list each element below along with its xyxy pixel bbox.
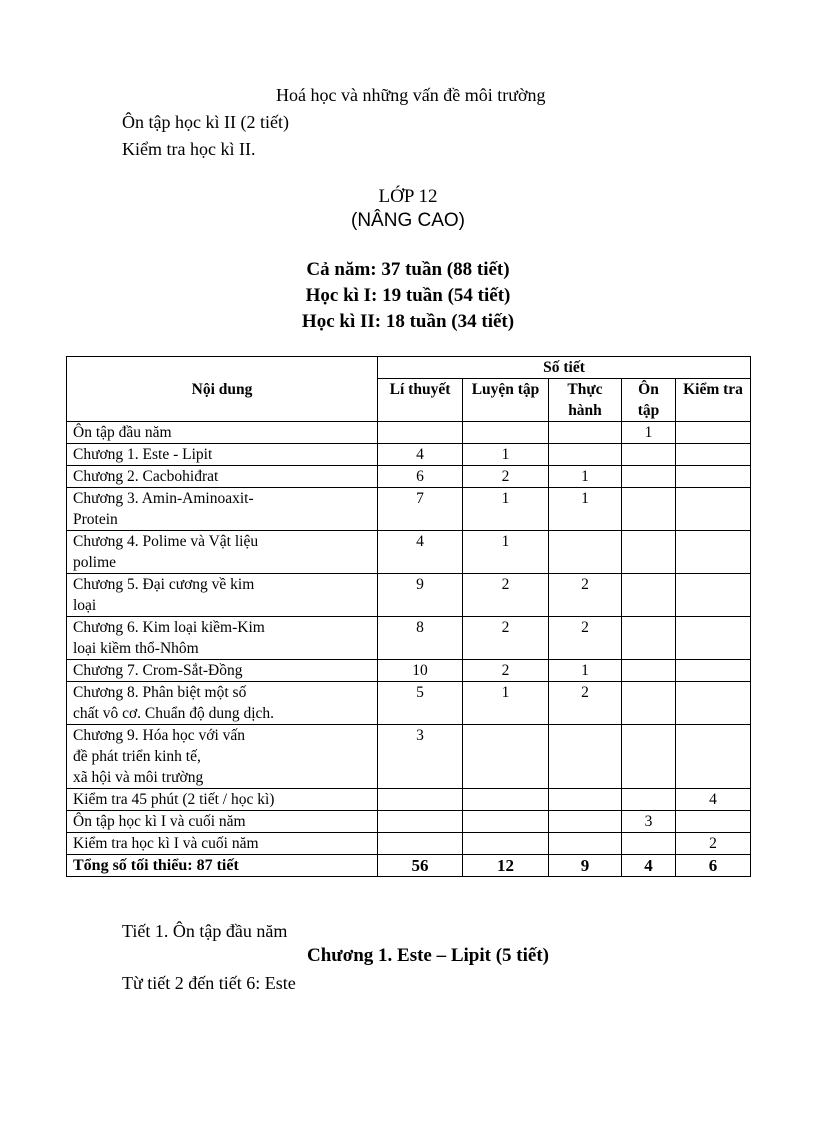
row-value: 2 bbox=[676, 833, 751, 855]
row-value: 2 bbox=[549, 682, 622, 725]
periods-header: Số tiết bbox=[378, 357, 751, 379]
row-value: 6 bbox=[378, 466, 463, 488]
row-content: Ôn tập học kì I và cuối năm bbox=[67, 811, 378, 833]
table-row bbox=[67, 789, 751, 811]
total-label: Tổng số tối thiểu: 87 tiết bbox=[67, 855, 378, 877]
row-value: 1 bbox=[622, 422, 676, 444]
table-row bbox=[67, 466, 751, 488]
row-value bbox=[676, 444, 751, 466]
row-value: 1 bbox=[549, 660, 622, 682]
col-review: Ôn tập bbox=[622, 379, 676, 422]
row-value: 4 bbox=[378, 444, 463, 466]
lessons-2-6-line: Từ tiết 2 đến tiết 6: Este bbox=[122, 973, 296, 993]
row-value: 5 bbox=[378, 682, 463, 725]
row-value bbox=[676, 531, 751, 574]
row-value: 7 bbox=[378, 488, 463, 531]
row-value: 8 bbox=[378, 617, 463, 660]
level-subtitle: (NÂNG CAO) bbox=[351, 210, 465, 231]
row-value bbox=[676, 725, 751, 789]
table-row bbox=[67, 833, 751, 855]
row-value: 1 bbox=[463, 531, 549, 574]
row-content: Kiểm tra học kì I và cuối năm bbox=[67, 833, 378, 855]
row-value bbox=[549, 789, 622, 811]
row-value bbox=[622, 833, 676, 855]
table-row bbox=[67, 811, 751, 833]
col-lab: Thực hành bbox=[549, 379, 622, 422]
row-value: 3 bbox=[378, 725, 463, 789]
row-value bbox=[378, 422, 463, 444]
row-value bbox=[622, 789, 676, 811]
row-value: 6 bbox=[676, 855, 751, 877]
row-content: Chương 5. Đại cương về kim loại bbox=[67, 574, 378, 617]
row-value: 1 bbox=[549, 466, 622, 488]
row-value bbox=[463, 725, 549, 789]
table-row bbox=[67, 444, 751, 466]
semester2-exam-line: Kiểm tra học kì II. bbox=[122, 139, 256, 159]
row-content: Chương 6. Kim loại kiềm-Kim loại kiềm thổ-Nhôm bbox=[67, 617, 378, 660]
row-value bbox=[622, 466, 676, 488]
row-value bbox=[549, 531, 622, 574]
row-value: 9 bbox=[549, 855, 622, 877]
table-row bbox=[67, 617, 751, 660]
content-header: Nội dung bbox=[67, 357, 378, 422]
summary-semester-2: Học kì II: 18 tuần (34 tiết) bbox=[301, 311, 515, 332]
row-value bbox=[463, 833, 549, 855]
table-row bbox=[67, 725, 751, 789]
row-value: 2 bbox=[549, 617, 622, 660]
row-value bbox=[622, 531, 676, 574]
row-value bbox=[463, 422, 549, 444]
table-total-row bbox=[67, 855, 751, 877]
env-topic-line: Hoá học và những vấn đề môi trường bbox=[276, 85, 546, 105]
row-value bbox=[622, 444, 676, 466]
lesson-1-line: Tiết 1. Ôn tập đầu năm bbox=[122, 921, 288, 941]
table-row bbox=[67, 574, 751, 617]
row-value bbox=[549, 833, 622, 855]
table-row bbox=[67, 422, 751, 444]
row-value: 10 bbox=[378, 660, 463, 682]
row-value bbox=[622, 660, 676, 682]
row-value bbox=[622, 682, 676, 725]
row-value: 9 bbox=[378, 574, 463, 617]
col-test: Kiểm tra bbox=[676, 379, 751, 422]
row-value bbox=[549, 422, 622, 444]
col-theory: Lí thuyết bbox=[378, 379, 463, 422]
row-value bbox=[549, 811, 622, 833]
row-value bbox=[676, 811, 751, 833]
row-value bbox=[676, 660, 751, 682]
row-value bbox=[622, 574, 676, 617]
row-value: 1 bbox=[463, 488, 549, 531]
row-value: 2 bbox=[463, 574, 549, 617]
row-value: 4 bbox=[378, 531, 463, 574]
row-value: 2 bbox=[549, 574, 622, 617]
grade-title: LỚP 12 bbox=[378, 186, 438, 207]
row-value: 2 bbox=[463, 660, 549, 682]
table-row bbox=[67, 660, 751, 682]
row-value bbox=[549, 444, 622, 466]
table-header-row bbox=[67, 357, 751, 379]
table-row bbox=[67, 682, 751, 725]
row-value bbox=[378, 833, 463, 855]
row-value bbox=[378, 789, 463, 811]
row-value: 2 bbox=[463, 466, 549, 488]
row-content: Kiểm tra 45 phút (2 tiết / học kì) bbox=[67, 789, 378, 811]
table-row bbox=[67, 531, 751, 574]
row-content: Chương 9. Hóa học với vấn đề phát triển kinh tế, xã hội và môi trường bbox=[67, 725, 378, 789]
row-content: Chương 3. Amin-Aminoaxit- Protein bbox=[67, 488, 378, 531]
row-value: 12 bbox=[463, 855, 549, 877]
row-value: 56 bbox=[378, 855, 463, 877]
row-value bbox=[676, 617, 751, 660]
summary-year: Cả năm: 37 tuần (88 tiết) bbox=[306, 259, 510, 280]
row-value bbox=[622, 617, 676, 660]
row-content: Chương 1. Este - Lipit bbox=[67, 444, 378, 466]
row-content: Chương 7. Crom-Sắt-Đồng bbox=[67, 660, 378, 682]
row-value: 2 bbox=[463, 617, 549, 660]
row-value: 4 bbox=[676, 789, 751, 811]
row-content: Chương 2. Cacbohiđrat bbox=[67, 466, 378, 488]
summary-semester-1: Học kì I: 19 tuần (54 tiết) bbox=[305, 285, 511, 306]
row-content: Chương 8. Phân biệt một số chất vô cơ. Chuẩn độ dung dịch. bbox=[67, 682, 378, 725]
row-content: Chương 4. Polime và Vật liệu polime bbox=[67, 531, 378, 574]
row-value bbox=[622, 488, 676, 531]
row-value: 4 bbox=[622, 855, 676, 877]
semester2-review-line: Ôn tập học kì II (2 tiết) bbox=[122, 112, 289, 132]
row-value: 1 bbox=[549, 488, 622, 531]
curriculum-table bbox=[66, 356, 751, 877]
row-value bbox=[676, 488, 751, 531]
row-value bbox=[676, 466, 751, 488]
row-value: 3 bbox=[622, 811, 676, 833]
row-value bbox=[463, 789, 549, 811]
chapter-1-heading: Chương 1. Este – Lipit (5 tiết) bbox=[307, 945, 549, 966]
table-row bbox=[67, 488, 751, 531]
row-value bbox=[676, 682, 751, 725]
row-content: Ôn tập đầu năm bbox=[67, 422, 378, 444]
row-value bbox=[676, 422, 751, 444]
row-value bbox=[549, 725, 622, 789]
row-value: 1 bbox=[463, 682, 549, 725]
row-value bbox=[622, 725, 676, 789]
row-value bbox=[378, 811, 463, 833]
row-value: 1 bbox=[463, 444, 549, 466]
row-value bbox=[676, 574, 751, 617]
row-value bbox=[463, 811, 549, 833]
col-practice: Luyện tập bbox=[463, 379, 549, 422]
